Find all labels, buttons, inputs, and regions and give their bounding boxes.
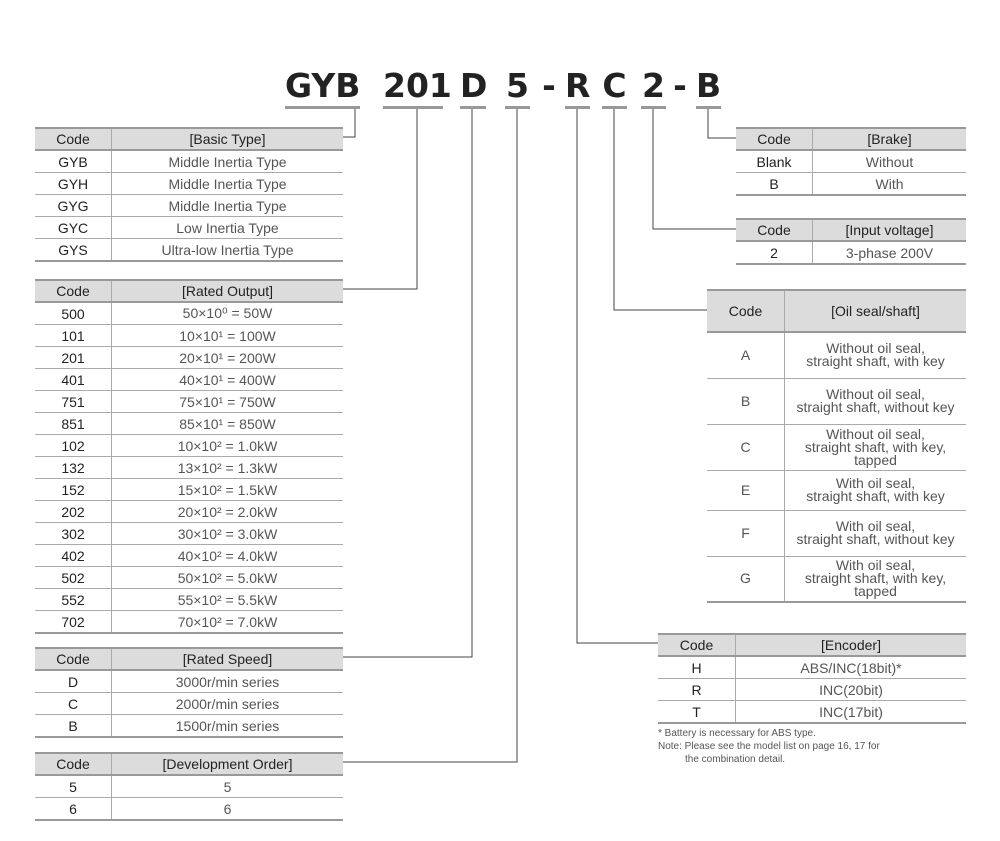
table-row: 502 50×10² = 5.0kW [35,567,343,589]
table-row: B With [736,173,966,196]
footnotes [658,727,880,766]
table-row: GYS Ultra-low Inertia Type [35,239,343,262]
table-row: 552 55×10² = 5.5kW [35,589,343,611]
table-title: [Rated Output] [112,280,344,302]
table-row: 101 10×10¹ = 100W [35,325,343,347]
code-header: Code [736,219,813,241]
table-row: T INC(17bit) [658,701,966,724]
table-row: 302 30×10² = 3.0kW [35,523,343,545]
encoder-table [658,633,966,724]
table-row: 5 5 [35,775,343,798]
table-row: GYH Middle Inertia Type [35,173,343,195]
table-row: GYG Middle Inertia Type [35,195,343,217]
basic-type-table [35,127,343,262]
table-row: 132 13×10² = 1.3kW [35,457,343,479]
combination-note-continued: the combination detail. [685,754,786,765]
table-row: 500 50×10⁰ = 50W [35,302,343,325]
table-title: [Development Order] [112,753,344,775]
code-header: Code [35,280,112,302]
table-row: 201 20×10¹ = 200W [35,347,343,369]
table-title: [Oil seal/shaft] [785,290,967,332]
table-row: A Without oil seal, straight shaft, with key [707,332,966,378]
table-row: 2 3-phase 200V [736,241,966,264]
code-header: Code [35,128,112,150]
table-row: F With oil seal, straight shaft, without key [707,510,966,556]
connector-development-order [343,106,517,762]
table-row: 6 6 [35,798,343,821]
code-header: Code [35,753,112,775]
model-segment-basic-type: GYB [285,66,360,109]
model-segment-rated-output: 201 [383,66,443,109]
model-dash: - [673,66,687,105]
table-row: G With oil seal, straight shaft, with key, tapped [707,556,966,602]
table-row: GYB Middle Inertia Type [35,150,343,173]
table-row: 702 70×10² = 7.0kW [35,611,343,634]
connector-rated-speed [343,106,472,657]
table-row: 851 85×10¹ = 850W [35,413,343,435]
table-row: 751 75×10¹ = 750W [35,391,343,413]
table-row: B Without oil seal, straight shaft, without key [707,378,966,424]
model-segment-rated-speed: D [460,66,486,109]
table-row: C Without oil seal, straight shaft, with key, tapped [707,424,966,470]
table-row: GYC Low Inertia Type [35,217,343,239]
table-title: [Rated Speed] [112,648,344,670]
code-header: Code [35,648,112,670]
model-segment-oil-seal: C [602,66,627,109]
oil-seal-table [707,289,966,603]
code-header: Code [736,128,813,150]
connector-rated-output [343,106,417,289]
table-row: 402 40×10² = 4.0kW [35,545,343,567]
development-order-table [35,752,343,821]
connector-oil-seal [614,106,707,310]
table-row: C 2000r/min series [35,693,343,715]
connector-encoder [577,106,658,643]
table-row: H ABS/INC(18bit)* [658,656,966,679]
model-segment-encoder: R [565,66,590,109]
table-row: Blank Without [736,150,966,173]
model-dash: - [542,66,556,105]
model-segment-brake: B [696,66,721,109]
code-header: Code [658,634,736,656]
table-row: 102 10×10² = 1.0kW [35,435,343,457]
table-title: [Basic Type] [112,128,344,150]
code-header: Code [707,290,785,332]
connector-basic-type [343,106,355,137]
table-row: 202 20×10² = 2.0kW [35,501,343,523]
connector-brake [708,106,736,138]
rated-output-table [35,279,343,634]
connector-input-voltage [653,106,736,229]
table-row: E With oil seal, straight shaft, with key [707,470,966,510]
table-row: R INC(20bit) [658,679,966,701]
table-title: [Encoder] [736,634,967,656]
table-row: 401 40×10¹ = 400W [35,369,343,391]
table-title: [Brake] [813,128,967,150]
table-row: D 3000r/min series [35,670,343,693]
brake-table [736,127,966,196]
battery-note: * Battery is necessary for ABS type. [658,728,816,739]
table-title: [Input voltage] [813,219,967,241]
table-row: B 1500r/min series [35,715,343,738]
table-row: 152 15×10² = 1.5kW [35,479,343,501]
model-segment-development-order: 5 [505,66,530,109]
rated-speed-table [35,647,343,738]
model-segment-input-voltage: 2 [641,66,666,109]
combination-note: Note: Please see the model list on page 16, 17 for [658,741,880,752]
input-voltage-table [736,218,966,265]
